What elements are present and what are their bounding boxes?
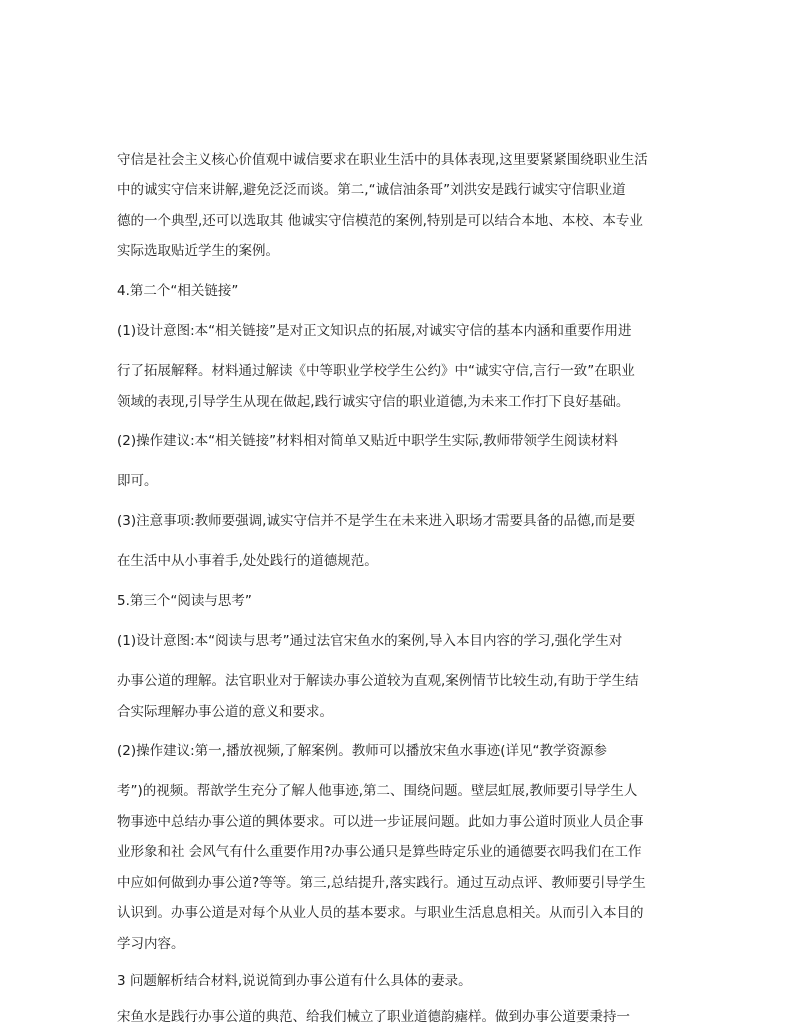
text-line: (1)设计意图:本“阅读与思考”通过法官宋鱼水的案例,导入本目内容的学习,强化学生对 [117, 633, 623, 649]
text-line: 中应如何做到办事公道?等等。第三,总结提升,落实践行。通过互动点评、教师要引导学生 [117, 875, 646, 891]
text-line: 物事迹中总结办事公道的興体要求。可以进一步证展问题。此如力事公道时顶业人员企事 [117, 814, 644, 830]
section-heading: 5.第三个“阅读与思考” [117, 593, 252, 609]
text-line: 3 问题解析结合材料,说说简到办事公道有什么具体的妻录。 [117, 973, 472, 989]
text-line: 业形象和社 会风气有什么重要作用?办事公通只是算些時定乐业的通德要衣吗我们在工作 [117, 844, 642, 860]
text-line: (3)注意事项:教师要强调,诚实守信并不是学生在未来进入职场才需要具备的品德,而是要 [117, 513, 636, 529]
text-line: 德的一个典型,还可以选取其 他诚实守信模范的案例,特别是可以结合本地、本校、本专业 [117, 213, 643, 229]
text-line: 即可。 [117, 473, 158, 489]
section-heading: 4.第二个“相关链接” [117, 283, 239, 299]
text-line: 合实际理解办事公道的意义和要求。 [117, 704, 333, 720]
text-line: 实际选取贴近学生的案例。 [117, 243, 279, 259]
text-line: (2)操作建议:本“相关链接”材料相对简单又贴近中职学生实际,教师带领学生阅读材料 [117, 433, 618, 449]
text-line: 领域的表现,引导学生从现在做起,践行诚实守信的职业道德,为未来工作打下良好基础。 [117, 394, 630, 410]
text-line: 宋鱼水是践行办事公道的典范、给我们械立了职业道德韵瘧样。做到办事公道要秉持一 [117, 1009, 630, 1025]
text-line: 认识到。办事公道是对每个从业人员的基本要求。与职业生活息息相关。从而引入本目的 [117, 905, 644, 921]
text-line: 守信是社会主义核心价值观中诚信要求在职业生活中的具体表现,这里要紧紧围绕职业生活 [117, 152, 648, 168]
text-line: 中的诚实守信来讲解,避免泛泛而谈。第二,“诚信油条哥”刘洪安是践行诚实守信职业道 [117, 182, 626, 198]
text-line: 在生活中从小事着手,处处践行的道德规范。 [117, 553, 378, 569]
text-line: 办事公道的理解。法官职业对于解读办事公道较为直观,案例情节比较生动,有助于学生结 [117, 673, 639, 689]
text-line: (2)操作建议:第一,播放视频,了解案例。教师可以播放宋鱼水事迹(详见“教学资源参 [117, 743, 608, 759]
text-line: 行了拓展解释。材料通过解读《中等职业学校学生公约》中“诚实守信,言行一致”在职业 [117, 363, 635, 379]
text-line: 学习内容。 [117, 936, 185, 952]
text-line: (1)设计意图:本“相关链接”是对正文知识点的拓展,对诚实守信的基本内涵和重要作用进 [117, 323, 632, 339]
text-line: 考”)的视频。帮歆学生充分了解人他事迹,第二、围绕问题。壁层虹展,教师要引导学生人 [117, 783, 638, 799]
